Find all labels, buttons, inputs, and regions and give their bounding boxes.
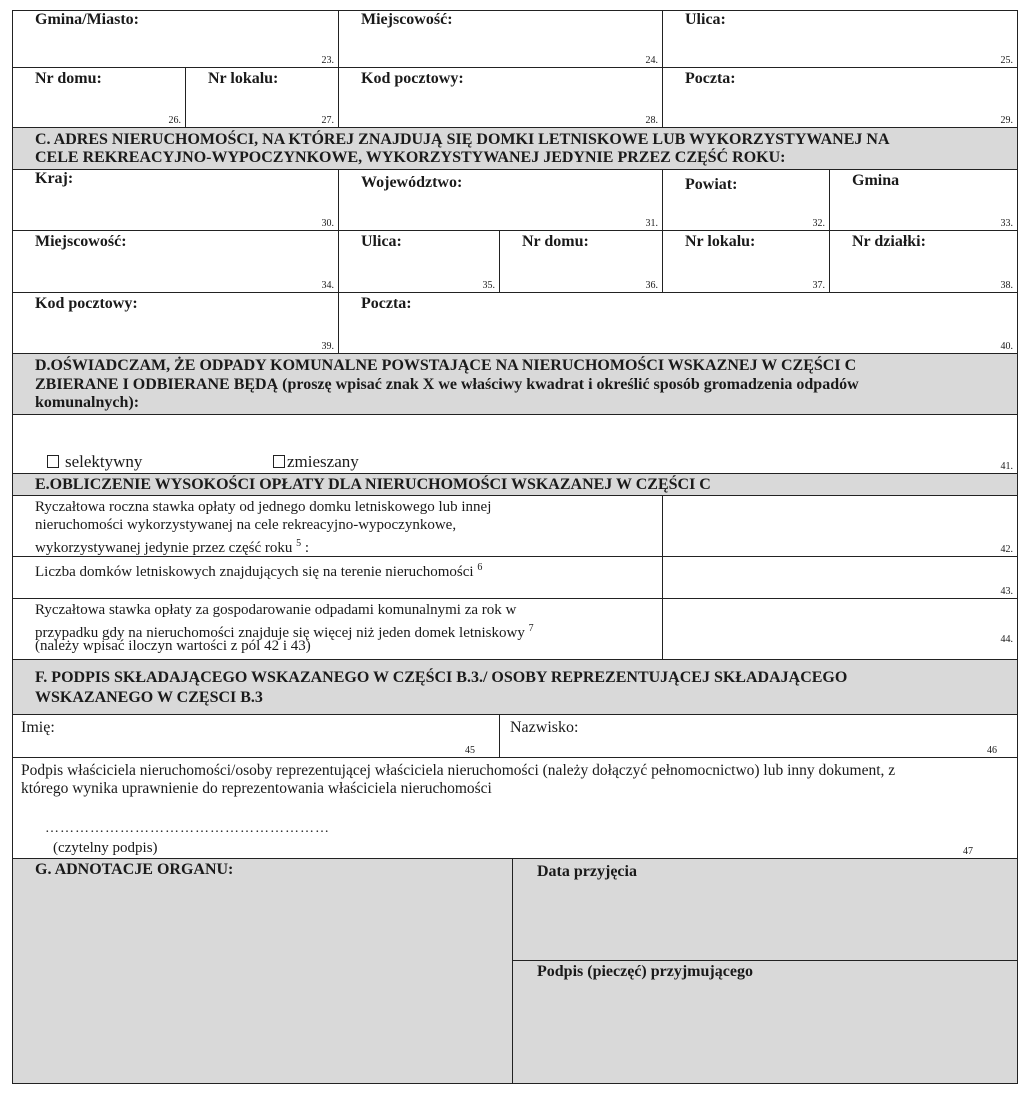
- fee-rate-text-line1: Ryczałtowa roczna stawka opłaty od jednego domku letniskowego lub innej: [35, 499, 492, 515]
- field-data-przyjecia: [512, 858, 1018, 961]
- field-label: Nazwisko:: [510, 719, 579, 736]
- field-label: Kraj:: [35, 170, 74, 187]
- field-imie[interactable]: [12, 714, 500, 758]
- section-c-heading-line2: CELE REKREACYJNO-WYPOCZYNKOWE, WYKORZYSTYWANEJ JEDYNIE PRZEZ CZĘŚĆ ROKU:: [35, 149, 786, 166]
- field-label: Miejscowość:: [35, 233, 127, 250]
- field-number: 35.: [482, 280, 495, 291]
- field-label: Data przyjęcia: [537, 863, 637, 880]
- signature-instruction-line1: Podpis właściciela nieruchomości/osoby reprezentującej właściciela nieruchomości (należy dołączyć pełnomocnictwo) lub inny dokument, z: [21, 762, 896, 779]
- section-d-heading-line3: komunalnych):: [35, 394, 140, 411]
- field-powiat[interactable]: [662, 169, 830, 231]
- total-fee-input[interactable]: [662, 598, 1018, 660]
- field-number: 38.: [1000, 280, 1013, 291]
- field-nr-domu-c[interactable]: [499, 230, 663, 293]
- field-label: Nr lokalu:: [208, 70, 279, 87]
- field-label: Ulica:: [685, 11, 726, 28]
- field-number: 26.: [168, 115, 181, 126]
- field-kod-pocztowy-c[interactable]: [12, 292, 339, 354]
- field-nr-lokalu[interactable]: [185, 67, 339, 128]
- field-kod-pocztowy[interactable]: [338, 67, 663, 128]
- field-poczta-c[interactable]: [338, 292, 1018, 354]
- field-number: 25.: [1000, 55, 1013, 66]
- field-number: 23.: [321, 55, 334, 66]
- fee-rate-text-tail: :: [301, 540, 310, 556]
- field-number: 47: [963, 846, 973, 857]
- option-mixed-label: zmieszany: [287, 452, 359, 471]
- section-f-heading-line2: WSKAZANEGO W CZĘSCI B.3: [35, 689, 263, 706]
- field-number: 37.: [812, 280, 825, 291]
- footnote-ref: 7: [528, 623, 534, 634]
- field-nr-lokalu-c[interactable]: [662, 230, 830, 293]
- field-number: 27.: [321, 115, 334, 126]
- section-c-heading-line1: C. ADRES NIERUCHOMOŚCI, NA KTÓREJ ZNAJDUJĄ SIĘ DOMKI LETNISKOWE LUB WYKORZYSTYWANEJ NA: [35, 131, 890, 148]
- field-nr-domu[interactable]: [12, 67, 186, 128]
- section-e-heading: E.OBLICZENIE WYSOKOŚCI OPŁATY DLA NIERUCHOMOŚCI WSKAZANEJ W CZĘŚCI C: [35, 476, 711, 493]
- cottage-count-text: [35, 559, 482, 581]
- section-d-heading-line1: D.OŚWIADCZAM, ŻE ODPADY KOMUNALNE POWSTAJĄCE NA NIERUCHOMOŚCI WSKAZNEJ W CZĘŚCI C: [35, 357, 857, 374]
- field-label: Nr lokalu:: [685, 233, 756, 250]
- field-number: 46: [987, 745, 997, 756]
- signature-instruction-line2: którego wynika uprawnienie do reprezentowania właściciela nieruchomości: [21, 780, 492, 797]
- total-fee-text-line1: Ryczałtowa stawka opłaty za gospodarowanie odpadami komunalnymi za rok w: [35, 602, 517, 618]
- field-gmina-miasto[interactable]: [12, 10, 339, 68]
- option-selective-label: selektywny: [65, 452, 143, 471]
- fee-rate-description: [12, 495, 663, 557]
- field-label: Kod pocztowy:: [35, 295, 138, 312]
- field-ulica[interactable]: [662, 10, 1018, 68]
- field-label: Podpis (pieczęć) przyjmującego: [537, 963, 753, 980]
- footnote-ref: 6: [477, 562, 483, 573]
- signature-caption: (czytelny podpis): [53, 840, 158, 856]
- section-c-header: [12, 127, 1018, 170]
- field-label: Województwo:: [361, 174, 463, 191]
- field-label: Kod pocztowy:: [361, 70, 464, 87]
- field-number: 43.: [1000, 586, 1013, 597]
- section-d-heading-line2: ZBIERANE I ODBIERANE BĘDĄ (proszę wpisać znak X we właściwy kwadrat i określić sposób gromadzenia odpadów: [35, 376, 859, 393]
- field-poczta[interactable]: [662, 67, 1018, 128]
- field-number: 29.: [1000, 115, 1013, 126]
- field-kraj[interactable]: [12, 169, 339, 231]
- total-fee-text-line2-main: przypadku gdy na nieruchomości znajduje się więcej niż jeden domek letniskowy: [35, 625, 525, 641]
- cottage-count-text-main: Liczba domków letniskowych znajdujących się na terenie nieruchomości: [35, 564, 474, 580]
- signature-line: …………………………………………………: [45, 821, 330, 836]
- signature-field[interactable]: [12, 757, 1018, 859]
- footnote-ref: 5: [296, 538, 302, 549]
- field-number: 33.: [1000, 218, 1013, 229]
- cottage-count-description: [12, 556, 663, 599]
- cottage-count-input[interactable]: [662, 556, 1018, 599]
- field-number: 31.: [645, 218, 658, 229]
- field-number: 34.: [321, 280, 334, 291]
- section-f-heading-line1: F. PODPIS SKŁADAJĄCEGO WSKAZANEGO W CZĘŚCI B.3./ OSOBY REPREZENTUJĄCEJ SKŁADAJĄCEGO: [35, 669, 848, 686]
- field-podpis-przyjmujacego: [512, 960, 1018, 1084]
- option-mixed[interactable]: [273, 452, 359, 472]
- field-label: Poczta:: [361, 295, 412, 312]
- field-wojewodztwo[interactable]: [338, 169, 663, 231]
- field-number: 41.: [1000, 461, 1013, 472]
- field-number: 39.: [321, 341, 334, 352]
- collection-method-options: [12, 414, 1018, 474]
- field-label: Powiat:: [685, 176, 738, 193]
- field-number: 40.: [1000, 341, 1013, 352]
- fee-rate-input[interactable]: [662, 495, 1018, 557]
- field-number: 42.: [1000, 544, 1013, 555]
- field-nazwisko[interactable]: [499, 714, 1018, 758]
- option-selective[interactable]: [47, 452, 142, 472]
- fee-rate-text-line2: nieruchomości wykorzystywanej na cele rekreacyjno-wypoczynkowe,: [35, 517, 457, 533]
- field-label: Ulica:: [361, 233, 402, 250]
- field-label: Poczta:: [685, 70, 736, 87]
- field-miejscowosc[interactable]: [338, 10, 663, 68]
- field-number: 24.: [645, 55, 658, 66]
- field-label: Nr działki:: [852, 233, 926, 250]
- section-g-office-notes: [12, 858, 513, 1084]
- section-f-header: [12, 659, 1018, 715]
- field-label: Nr domu:: [35, 70, 102, 87]
- field-number: 28.: [645, 115, 658, 126]
- field-number: 45: [465, 745, 475, 756]
- field-label: Miejscowość:: [361, 11, 453, 28]
- fee-rate-text-line3: [35, 535, 309, 557]
- section-e-header: [12, 473, 1018, 496]
- total-fee-description: [12, 598, 663, 660]
- section-d-header: [12, 353, 1018, 415]
- checkbox-selective[interactable]: [47, 455, 59, 468]
- field-label: Gmina: [852, 172, 900, 189]
- fee-rate-text-line3-main: wykorzystywanej jedynie przez część roku: [35, 540, 293, 556]
- section-g-heading: G. ADNOTACJE ORGANU:: [35, 861, 234, 878]
- field-number: 36.: [645, 280, 658, 291]
- field-ulica-c[interactable]: [338, 230, 500, 293]
- checkbox-mixed[interactable]: [273, 455, 285, 468]
- field-miejscowosc-c[interactable]: [12, 230, 339, 293]
- field-gmina[interactable]: [829, 169, 1018, 231]
- field-nr-dzialki[interactable]: [829, 230, 1018, 293]
- field-number: 30.: [321, 218, 334, 229]
- field-label: Imię:: [21, 719, 55, 736]
- field-label: Gmina/Miasto:: [35, 11, 139, 28]
- field-label: Nr domu:: [522, 233, 589, 250]
- field-number: 44.: [1000, 634, 1013, 645]
- field-number: 32.: [812, 218, 825, 229]
- total-fee-text-line3: (należy wpisać iloczyn wartości z pól 42 i 43): [35, 638, 311, 654]
- declaration-form-page: [12, 10, 1018, 1084]
